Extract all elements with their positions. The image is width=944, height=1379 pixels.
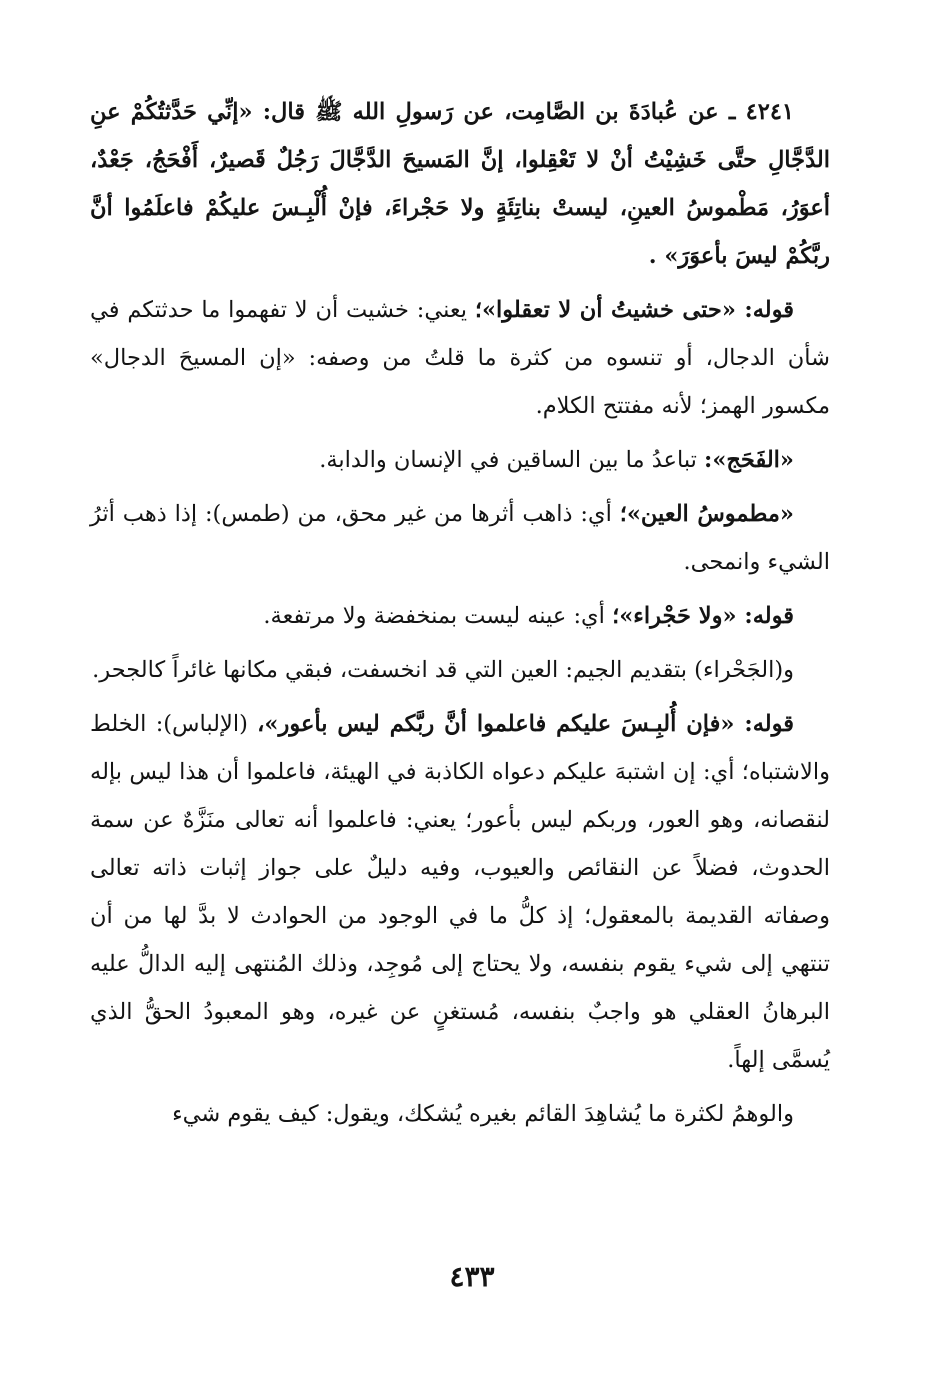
hadith-number: ٤٢٤١ (745, 99, 794, 125)
commentary-paragraph-6 (90, 700, 830, 1084)
commentary-lead: قوله: «ولا حَجْراء»؛ (612, 603, 794, 629)
commentary-text: والوهمُ لكثرة ما يُشاهِدَ القائم بغيره يُشكك، ويقول: كيف يقوم شيء (172, 1101, 794, 1127)
commentary-lead: قوله: «حتى خشيتُ أن لا تعقلوا»؛ (474, 297, 794, 323)
commentary-text: أي: عينه ليست بمنخفضة ولا مرتفعة. (263, 603, 613, 629)
commentary-text: أي: ذاهب أثرها من غير محق، من (طمس): إذا ذهب أثرُ الشيء وانمحى. (90, 501, 830, 575)
hadith-paragraph (90, 88, 830, 280)
commentary-lead: «مطموسُ العين»؛ (619, 501, 794, 527)
commentary-paragraph-5 (90, 646, 830, 694)
commentary-text: (الإلباس): الخلط والاشتباه؛ أي: إن اشتبهَ عليكم دعواه الكاذبة في الهيئة، فاعلموا أن هذا ليس بإله لنقصانه، وهو العور، وربكم ليس بأعور؛ يعني: فاعلموا أنه تعالى منَزَّهٌ عن سمة الحدوث، فضلاً عن النقائص والعيوب، وفيه دليلٌ على جواز إثبات ذاته تعالى وصفاته القديمة بالمعقول؛ إذ كلُّ ما في الوجود من الحوادث لا بدَّ لها من أن تنتهي إلى شيء يقوم بنفسه، ولا يحتاج إلى مُوجِد، وذلك المُنتهى إليه الدالُّ عليه البرهانُ العقلي هو واجبٌ بنفسه، مُستغنٍ عن غيره، وهو المعبودُ الحقُّ الذي يُسمَّى إلهاً. (90, 711, 830, 1073)
commentary-lead: قوله: «فإن أُلبِـسَ عليكم فاعلموا أنَّ ربَّكم ليس بأعور»، (257, 711, 795, 737)
commentary-paragraph-4 (90, 592, 830, 640)
hadith-text: ـ عن عُبادَةَ بن الصَّامِت، عن رَسولِ الله ﷺ قال: «إنِّي حَدَّثتُكُمْ عنِ الدَّجَّالِ حتَّى خَشِيْتُ أنْ لا تَعْقِلوا، إنَّ المَسيحَ الدَّجَّالَ رَجُلٌ قَصيرٌ، أَفْحَجُ، جَعْدٌ، أعوَرُ، مَطْموسُ العينِ، ليستْ بناتِئَةٍ ولا حَجْراءَ، فإنْ أُلْبِـسَ عليكُمْ فاعلَمُوا أنَّ ربَّكُمْ ليسَ بأعوَرَ» . (90, 99, 830, 269)
commentary-lead: «الفَحَج»: (704, 447, 794, 473)
commentary-paragraph-2 (90, 436, 830, 484)
page-number: ٤٣٣ (449, 1260, 495, 1293)
commentary-paragraph-3 (90, 490, 830, 586)
commentary-text: و(الجَحْراء) بتقديم الجيم: العين التي قد انخسفت، فبقي مكانها غائراً كالجحر. (92, 657, 794, 683)
commentary-text: يعني: خشيت أن لا تفهموا ما حدثتكم في شأن الدجال، أو تنسوه من كثرة ما قلتُ من وصفه: «إن المسيحَ الدجال» مكسور الهمز؛ لأنه مفتتح الكلام. (90, 297, 830, 419)
commentary-paragraph-1 (90, 286, 830, 430)
commentary-text: تباعدُ ما بين الساقين في الإنسان والدابة. (319, 447, 705, 473)
commentary-paragraph-7 (90, 1090, 830, 1138)
page-body (90, 88, 830, 1144)
